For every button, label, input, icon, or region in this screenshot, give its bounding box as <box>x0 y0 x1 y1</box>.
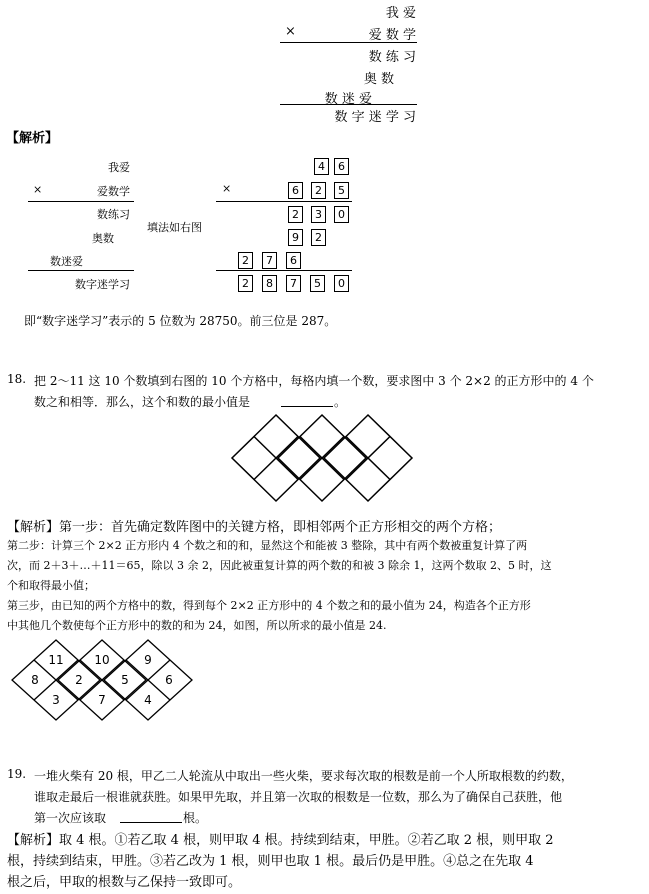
divider <box>216 201 352 202</box>
grid-cell: 6 <box>288 182 303 199</box>
top-row-4: 奥 数 <box>363 72 394 87</box>
top-row-6: 数 字 迷 学 习 <box>334 110 416 125</box>
diamond-number: 9 <box>144 653 152 667</box>
left-row-6: 数字迷学习 <box>75 278 130 291</box>
left-row-5: 数迷爱 <box>50 255 83 268</box>
divider <box>28 201 134 202</box>
left-row-2: 爱数学 <box>97 185 130 198</box>
left-row-1: 我爱 <box>108 161 130 174</box>
top-row-2: 爱 数 学 <box>368 28 416 43</box>
grid-cell: 5 <box>310 275 325 292</box>
divider <box>216 270 352 271</box>
solution-text-line: 个和取得最小值； <box>7 579 95 592</box>
grid-cell: 2 <box>311 182 326 199</box>
problem-number: 18. <box>7 372 27 386</box>
diamond-number: 8 <box>31 673 39 687</box>
grid-cell: 2 <box>288 206 303 223</box>
solved-diamond-figure <box>10 638 202 722</box>
answer-blank <box>281 406 333 407</box>
grid-cell: 5 <box>334 182 349 199</box>
solution-text-line: 第二步：计算三个 2×2 正方形内 4 个数之和的和，显然这个和能被 3 整除，其中有两个数被重复计算了两 <box>7 539 528 552</box>
times-sign: × <box>222 182 232 195</box>
times-sign: × <box>33 183 43 196</box>
top-row-1: 我 爱 <box>385 6 416 21</box>
solution-text-line: 中其他几个数使每个正方形中的数的和为 24，如图，所以所求的最小值是 24. <box>7 619 387 632</box>
grid-cell: 3 <box>311 206 326 223</box>
problem-text-line: 数之和相等．那么，这个和数的最小值是 <box>34 395 251 409</box>
diamond-number: 5 <box>121 673 129 687</box>
grid-cell: 4 <box>314 158 329 175</box>
solution-text-line: 【解析】第一步：首先确定数阵图中的关键方格，即相邻两个正方形相交的两个方格； <box>7 520 502 535</box>
times-sign: × <box>285 24 296 39</box>
top-row-3: 数 练 习 <box>368 50 416 65</box>
problem-text-end: 根。 <box>183 811 208 825</box>
diamond-number: 2 <box>75 673 83 687</box>
problem-text-line: 一堆火柴有 20 根，甲乙二人轮流从中取出一些火柴，要求每次取的根数是前一个人所取根数的约数， <box>34 769 573 783</box>
problem-text-end: 。 <box>334 395 347 409</box>
problem-number: 19. <box>7 767 27 781</box>
grid-cell: 6 <box>286 252 301 269</box>
grid-cell: 8 <box>262 275 277 292</box>
diamond-number: 4 <box>144 693 152 707</box>
divider <box>280 104 417 105</box>
left-row-3: 数练习 <box>97 208 130 221</box>
grid-cell: 6 <box>334 158 349 175</box>
diamond-number: 11 <box>48 653 64 667</box>
grid-cell: 7 <box>262 252 277 269</box>
solution-text-line: 根之后，甲取的根数与乙保持一致即可。 <box>7 875 242 890</box>
diamond-number: 3 <box>52 693 60 707</box>
grid-cell: 2 <box>238 252 253 269</box>
problem-text-line: 第一次应该取 <box>34 811 107 825</box>
solution-text-line: 第三步，由已知的两个方格中的数，得到每个 2×2 正方形中的 4 个数之和的最小值为 24，构造各个正方形 <box>7 599 531 612</box>
grid-cell: 0 <box>334 275 349 292</box>
grid-cell: 7 <box>286 275 301 292</box>
grid-cell: 2 <box>238 275 253 292</box>
grid-cell: 2 <box>311 229 326 246</box>
divider <box>280 42 417 43</box>
diamond-number: 7 <box>98 693 106 707</box>
diamond-grid-figure <box>230 413 414 503</box>
problem-text-line: 谁取走最后一根谁就获胜。如果甲先取，并且第一次取的根数是一位数，那么为了确保自己获胜，他 <box>34 790 563 804</box>
solution-text-line: 根，持续到结束，甲胜。③若乙改为 1 根，则甲也取 1 根。最后仍是甲胜。④总之在先取 4 <box>7 854 534 869</box>
left-row-4: 奥数 <box>92 232 114 245</box>
solution-header: 【解析】 <box>6 131 59 146</box>
diamond-number: 10 <box>94 653 110 667</box>
diamond-number: 6 <box>165 673 173 687</box>
top-row-5: 数 迷 爱 <box>324 92 372 107</box>
solution-text-line: 【解析】取 4 根。①若乙取 4 根，则甲取 4 根。持续到结束，甲胜。②若乙取 2 根，则甲取 2 <box>7 833 554 848</box>
answer-blank <box>120 822 182 823</box>
problem-text-line: 把 2～11 这 10 个数填到右图的 10 个方格中，每格内填一个数，要求图中 3 个 2×2 的正方形中的 4 个 <box>34 374 594 388</box>
grid-cell: 0 <box>334 206 349 223</box>
fill-note: 填法如右图 <box>147 221 202 234</box>
solution1-conclusion: 即“数字迷学习”表示的 5 位数为 28750。前三位是 287。 <box>24 314 337 328</box>
solution-text-line: 次，而 2＋3＋…＋11＝65，除以 3 余 2，因此被重复计算的两个数的和被 3 除余 1，这两个数取 2、5 时，这 <box>7 559 552 572</box>
grid-cell: 9 <box>288 229 303 246</box>
divider <box>28 270 134 271</box>
